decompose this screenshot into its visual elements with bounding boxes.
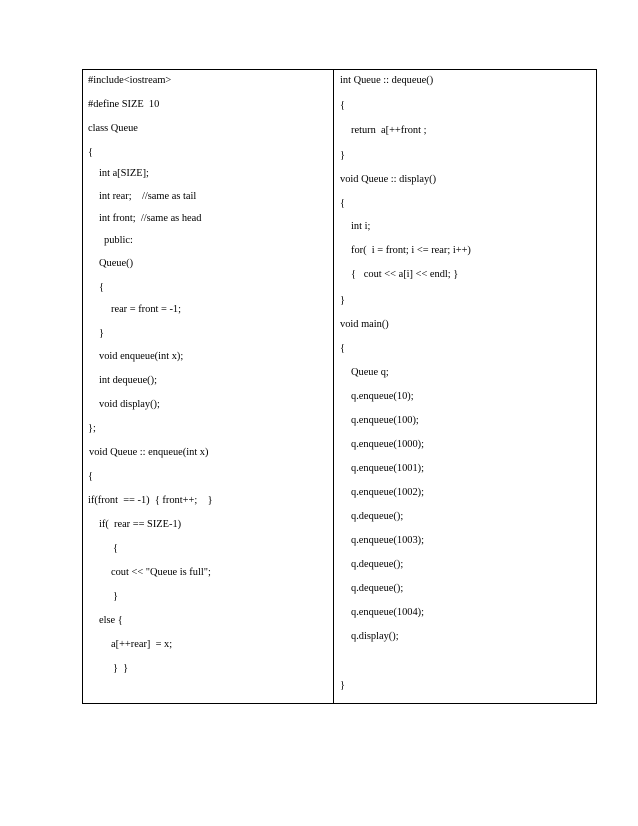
- column-divider: [333, 70, 334, 703]
- code-line: int Queue :: dequeue(): [340, 75, 434, 86]
- code-line: q.enqueue(1004);: [351, 607, 424, 618]
- code-line: int i;: [351, 221, 371, 232]
- code-line: else {: [99, 615, 123, 626]
- code-table: [82, 69, 597, 704]
- code-line: }: [113, 591, 118, 602]
- code-line: };: [88, 423, 96, 434]
- code-line: {: [340, 198, 345, 209]
- code-line: rear = front = -1;: [111, 304, 181, 315]
- code-line: {: [99, 282, 104, 293]
- code-line: if(front == -1) { front++; }: [88, 495, 213, 506]
- code-line: void enqueue(int x);: [99, 351, 184, 362]
- code-line: q.enqueue(1002);: [351, 487, 424, 498]
- code-line: int a[SIZE];: [99, 168, 149, 179]
- code-line: Queue(): [99, 258, 134, 269]
- code-line: q.display();: [351, 631, 399, 642]
- code-line: q.dequeue();: [351, 511, 404, 522]
- code-line: void Queue :: display(): [340, 174, 437, 185]
- code-line: void Queue :: enqueue(int x): [89, 447, 209, 458]
- code-line: class Queue: [88, 123, 138, 134]
- code-line: for( i = front; i <= rear; i++): [351, 245, 471, 256]
- code-line: q.enqueue(1001);: [351, 463, 424, 474]
- code-line: {: [340, 343, 345, 354]
- code-line: {: [340, 100, 345, 111]
- code-line: int dequeue();: [99, 375, 157, 386]
- code-line: Queue q;: [351, 367, 389, 378]
- code-line: } }: [113, 663, 129, 674]
- code-line: { cout << a[i] << endl; }: [351, 269, 459, 280]
- code-line: public:: [104, 235, 133, 246]
- code-line: }: [340, 295, 345, 306]
- code-line: #define SIZE 10: [88, 99, 160, 110]
- code-line: #include<iostream>: [88, 75, 172, 86]
- code-line: q.enqueue(10);: [351, 391, 414, 402]
- code-line: void display();: [99, 399, 160, 410]
- code-line: return a[++front ;: [351, 125, 427, 136]
- code-line: void main(): [340, 319, 389, 330]
- code-line: {: [88, 147, 93, 158]
- code-line: cout << "Queue is full";: [111, 567, 211, 578]
- code-line: q.dequeue();: [351, 559, 404, 570]
- code-line: q.dequeue();: [351, 583, 404, 594]
- code-line: int rear; //same as tail: [99, 191, 197, 202]
- code-line: }: [99, 328, 104, 339]
- code-line: {: [88, 471, 93, 482]
- code-line: }: [340, 150, 345, 161]
- code-line: int front; //same as head: [99, 213, 202, 224]
- code-line: q.enqueue(100);: [351, 415, 419, 426]
- code-line: q.enqueue(1000);: [351, 439, 424, 450]
- code-line: q.enqueue(1003);: [351, 535, 424, 546]
- code-line: if( rear == SIZE-1): [99, 519, 182, 530]
- code-line: }: [340, 680, 345, 691]
- code-line: a[++rear] = x;: [111, 639, 173, 650]
- code-line: {: [113, 543, 118, 554]
